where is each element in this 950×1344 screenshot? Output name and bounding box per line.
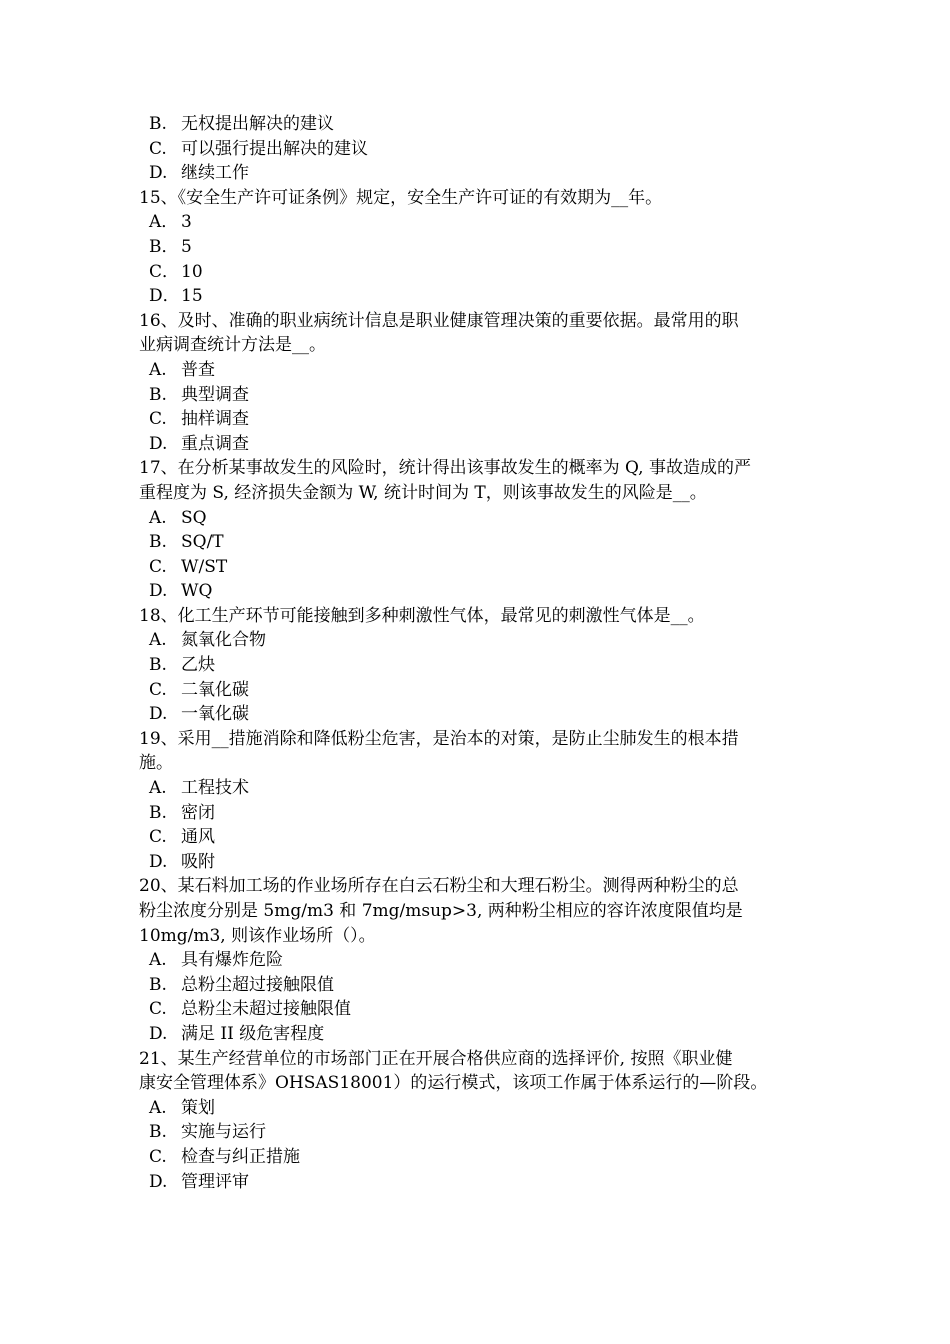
option-label: D. <box>149 581 168 602</box>
option-c <box>139 1145 819 1170</box>
question-text: 施。 <box>139 753 173 774</box>
option-text: 检查与纠正措施 <box>181 1146 300 1167</box>
option-a <box>139 1096 819 1121</box>
option-b <box>139 1120 819 1145</box>
option-d <box>139 161 819 186</box>
option-text: 5 <box>181 236 192 257</box>
option-d <box>139 702 819 727</box>
option-label: A. <box>149 778 167 799</box>
option-c <box>139 555 819 580</box>
option-text: 吸附 <box>181 851 215 872</box>
option-text: 密闭 <box>181 802 215 823</box>
option-d <box>139 579 819 604</box>
option-label: C. <box>149 138 167 159</box>
question-text: 在分析某事故发生的风险时，统计得出该事故发生的概率为 Q, 事故造成的严 <box>177 458 751 479</box>
questions <box>139 186 819 1194</box>
option-a <box>139 948 819 973</box>
question-text: 10mg/m3, 则该作业场所（）。 <box>139 925 376 946</box>
option-d <box>139 284 819 309</box>
option-label: B. <box>149 655 167 676</box>
option-b <box>139 530 819 555</box>
question-number: 21、 <box>139 1048 178 1069</box>
question-stem-continuation <box>139 1071 819 1096</box>
question-stem-continuation <box>139 333 819 358</box>
question-stem <box>139 604 819 629</box>
option-text: 可以强行提出解决的建议 <box>181 138 368 159</box>
question-block <box>139 874 819 1046</box>
question-block <box>139 186 819 309</box>
option-label: C． <box>149 261 180 282</box>
question-number: 17、 <box>139 458 178 479</box>
option-text: 一氧化碳 <box>181 704 249 725</box>
question-text: 某生产经营单位的市场部门正在开展合格供应商的选择评价, 按照《职业健 <box>177 1048 733 1069</box>
question-block <box>139 727 819 875</box>
question-stem <box>139 309 819 334</box>
option-text: 抽样调查 <box>181 409 249 430</box>
question-text: 康安全管理体系》OHSAS18001）的运行模式，该项工作属于体系运行的—阶段。 <box>139 1073 768 1094</box>
question-number: 18、 <box>139 605 178 626</box>
option-text: 通风 <box>181 827 215 848</box>
question-block <box>139 456 819 604</box>
option-label: B． <box>149 236 179 257</box>
option-label: C. <box>149 1146 167 1167</box>
question-text: 某石料加工场的作业场所存在白云石粉尘和大理石粉尘。测得两种粉尘的总 <box>177 876 739 897</box>
question-number: 19、 <box>139 728 178 749</box>
question-stem <box>139 456 819 481</box>
option-c <box>139 137 819 162</box>
option-label: A. <box>149 507 167 528</box>
option-label: A. <box>149 1097 167 1118</box>
option-text: 继续工作 <box>181 163 249 184</box>
option-label: D. <box>149 1171 168 1192</box>
question-block <box>139 604 819 727</box>
question-text: 采用__措施消除和降低粉尘危害，是治本的对策，是防止尘肺发生的根本措 <box>177 728 739 749</box>
option-text: 二氧化碳 <box>181 679 249 700</box>
option-label: A. <box>149 950 167 971</box>
previous-question-options <box>139 112 819 186</box>
option-text: 具有爆炸危险 <box>181 950 283 971</box>
option-b <box>139 235 819 260</box>
option-label: D. <box>149 704 168 725</box>
question-text: 粉尘浓度分别是 5mg/m3 和 7mg/msup>3, 两种粉尘相应的容许浓度限值均是 <box>139 901 743 921</box>
option-text: 3 <box>181 212 192 233</box>
question-stem-continuation <box>139 899 819 924</box>
question-text: 《安全生产许可证条例》规定，安全生产许可证的有效期为__年。 <box>177 187 663 208</box>
question-number: 20、 <box>139 876 178 897</box>
option-label: D. <box>149 163 168 184</box>
option-label: D． <box>149 286 180 307</box>
option-text: 满足 II 级危害程度 <box>181 1023 325 1044</box>
option-c <box>139 407 819 432</box>
option-d <box>139 850 819 875</box>
question-stem-continuation <box>139 481 819 506</box>
option-text: 乙炔 <box>181 655 215 676</box>
question-number: 16、 <box>139 310 178 331</box>
option-a <box>139 358 819 383</box>
option-text: 普查 <box>181 359 215 380</box>
option-a <box>139 506 819 531</box>
option-label: C. <box>149 556 167 577</box>
question-list <box>139 112 819 1194</box>
option-d <box>139 1022 819 1047</box>
option-b <box>139 112 819 137</box>
option-label: B. <box>149 384 167 405</box>
question-stem <box>139 1047 819 1072</box>
option-d <box>139 1170 819 1195</box>
option-text: 重点调查 <box>181 433 249 454</box>
question-text: 及时、准确的职业病统计信息是职业健康管理决策的重要依据。最常用的职 <box>177 310 739 331</box>
option-label: B. <box>149 974 167 995</box>
question-block <box>139 309 819 457</box>
option-text: 策划 <box>181 1097 215 1118</box>
option-text: 工程技术 <box>181 778 249 799</box>
option-d <box>139 432 819 457</box>
option-text: 氮氧化合物 <box>181 630 266 651</box>
option-label: B. <box>149 114 167 134</box>
option-text: SQ/T <box>181 532 224 553</box>
question-block <box>139 1047 819 1195</box>
option-b <box>139 973 819 998</box>
question-stem-continuation <box>139 924 819 949</box>
option-a <box>139 776 819 801</box>
question-text: 重程度为 S, 经济损失金额为 W, 统计时间为 T，则该事故发生的风险是__。 <box>139 482 707 503</box>
option-text: 典型调查 <box>181 384 249 405</box>
option-text: W/ST <box>181 556 228 577</box>
option-label: B. <box>149 1122 167 1143</box>
question-number: 15、 <box>139 187 178 208</box>
question-stem <box>139 874 819 899</box>
option-label: A. <box>149 359 167 380</box>
option-label: C. <box>149 999 167 1020</box>
question-text: 化工生产环节可能接触到多种刺激性气体，最常见的刺激性气体是__。 <box>177 605 705 626</box>
option-text: 总粉尘超过接触限值 <box>181 974 334 995</box>
option-text: 实施与运行 <box>181 1122 266 1143</box>
option-a <box>139 628 819 653</box>
option-c <box>139 997 819 1022</box>
option-text: WQ <box>181 581 213 602</box>
option-label: B. <box>149 532 167 553</box>
option-text: 总粉尘未超过接触限值 <box>181 999 351 1020</box>
option-a <box>139 210 819 235</box>
option-label: A. <box>149 630 167 651</box>
option-b <box>139 653 819 678</box>
option-text: 无权提出解决的建议 <box>181 114 334 134</box>
option-b <box>139 801 819 826</box>
question-stem <box>139 727 819 752</box>
option-c <box>139 260 819 285</box>
option-label: B. <box>149 802 167 823</box>
question-stem <box>139 186 819 211</box>
option-label: A． <box>149 212 179 233</box>
option-label: D. <box>149 433 168 454</box>
option-label: C. <box>149 409 167 430</box>
option-c <box>139 678 819 703</box>
option-label: D. <box>149 1023 168 1044</box>
option-c <box>139 825 819 850</box>
option-text: 15 <box>181 286 203 307</box>
option-text: SQ <box>181 507 207 528</box>
option-label: D. <box>149 851 168 872</box>
option-text: 10 <box>181 261 203 282</box>
option-b <box>139 383 819 408</box>
option-label: C. <box>149 679 167 700</box>
option-text: 管理评审 <box>181 1171 249 1192</box>
question-text: 业病调查统计方法是__。 <box>139 335 326 356</box>
option-label: C. <box>149 827 167 848</box>
question-stem-continuation <box>139 751 819 776</box>
